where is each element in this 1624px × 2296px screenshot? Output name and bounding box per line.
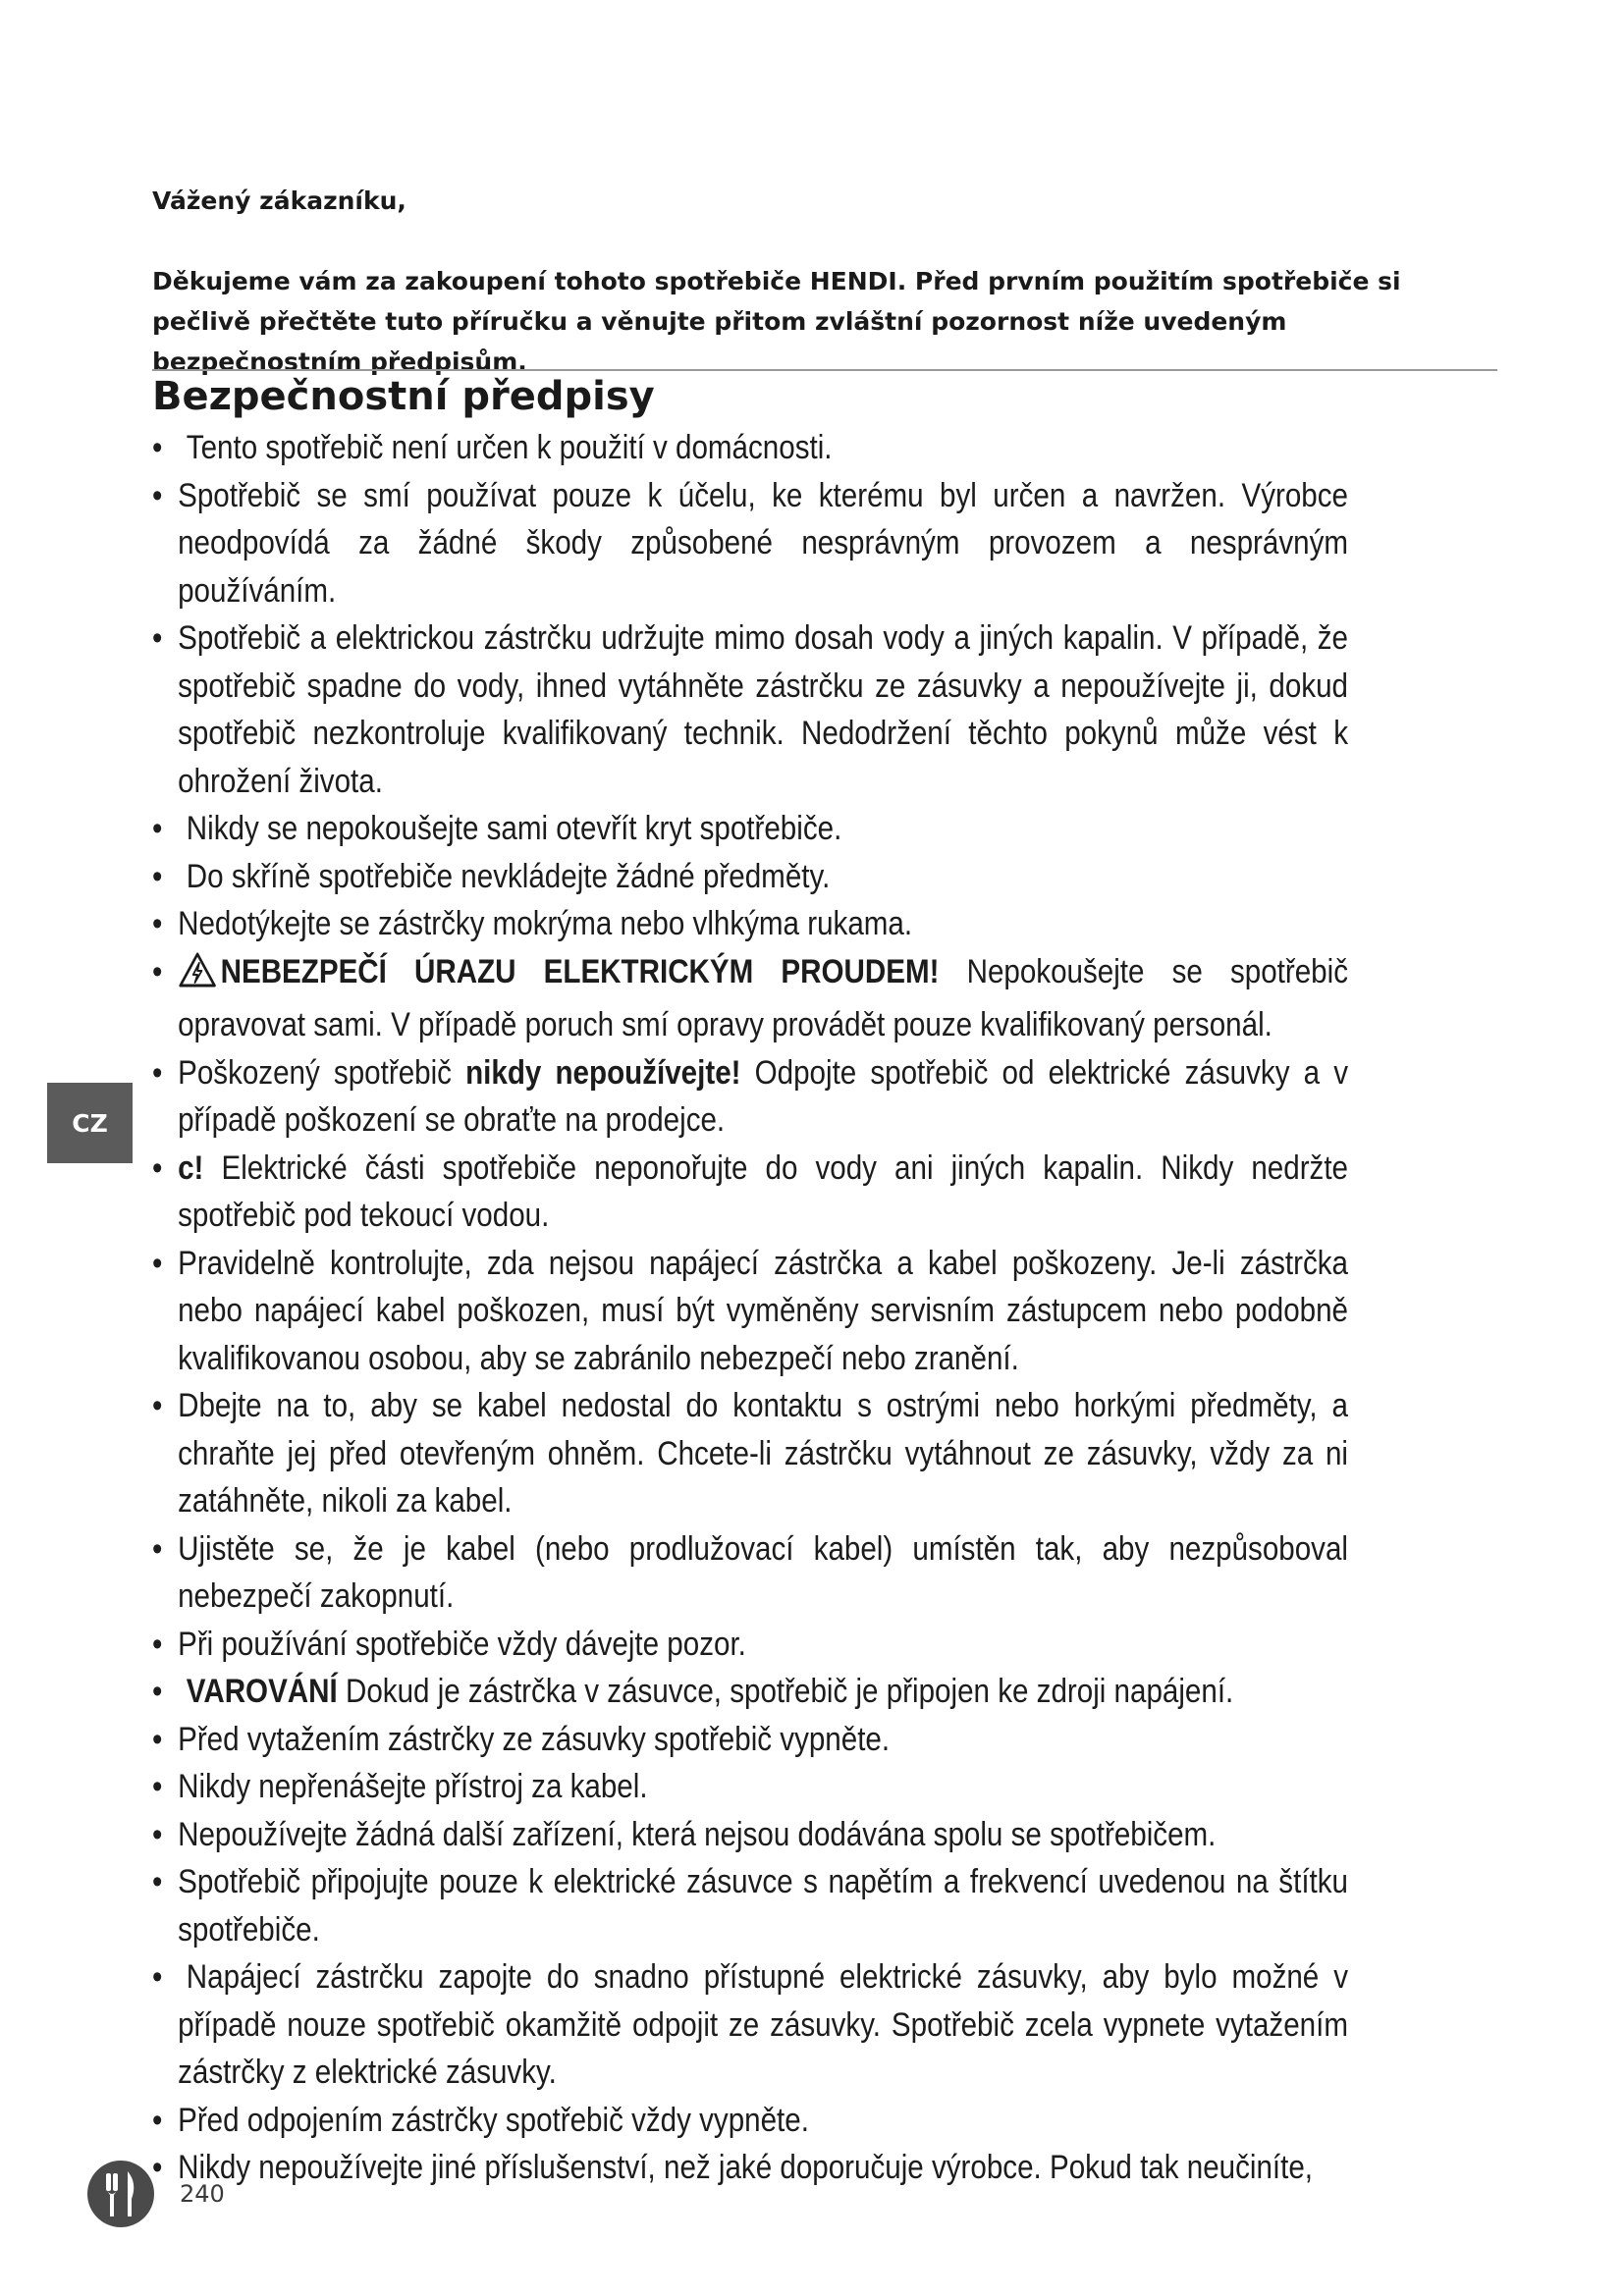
- list-item: • Nikdy nepoužívejte jiné příslušenství, než jaké doporučuje výrobce. Pokud tak neučiníte,: [152, 2144, 1348, 2192]
- list-item: • Poškozený spotřebič nikdy nepoužívejte! Odpojte spotřebič od elektrické zásuvky a v případě poškození se obraťte na prodejce.: [152, 1049, 1348, 1145]
- list-item: • Před odpojením zástrčky spotřebič vždy vypněte.: [152, 2097, 1348, 2145]
- list-item-warning: • VAROVÁNÍ Dokud je zástrčka v zásuvce, spotřebič je připojen ke zdroji napájení.: [152, 1668, 1348, 1716]
- list-item: • Nikdy nepřenášejte přístroj za kabel.: [152, 1763, 1348, 1811]
- greeting: Vážený zákazníku,: [152, 187, 406, 215]
- list-item: • Pravidelně kontrolujte, zda nejsou napájecí zástrčka a kabel poškozeny. Je-li zástrčka nebo napájecí kabel poškozen, musí být vyměněny servisním zástupcem nebo podobně kvalifikovanou osobou, aby se zabránilo nebezpečí nebo zranění.: [152, 1240, 1348, 1383]
- electric-hazard-icon: [178, 951, 217, 1002]
- safety-list: [152, 424, 1348, 2192]
- list-item: • Spotřebič připojujte pouze k elektrické zásuvce s napětím a frekvencí uvedenou na štítku spotřebiče.: [152, 1858, 1348, 1953]
- list-item: • c! Elektrické části spotřebiče neponořujte do vody ani jiných kapalin. Nikdy nedržte spotřebič pod tekoucí vodou.: [152, 1145, 1348, 1240]
- divider: [152, 369, 1497, 371]
- list-item: • Spotřebič a elektrickou zástrčku udržujte mimo dosah vody a jiných kapalin. V případě, že spotřebič spadne do vody, ihned vytáhněte zástrčku ze zásuvky a nepoužívejte ji, dokud spotřebič nezkontroluje kvalifikovaný technik. Nedodržení těchto pokynů může vést k ohrožení života.: [152, 614, 1348, 805]
- section-heading: Bezpečnostní předpisy: [152, 374, 655, 419]
- list-item: • Dbejte na to, aby se kabel nedostal do kontaktu s ostrými nebo horkými předměty, a chraňte jej před otevřeným ohněm. Chcete-li zástrčku vytáhnout ze zásuvky, vždy za ni zatáhněte, nikoli za kabel.: [152, 1382, 1348, 1525]
- intro-paragraph: Děkujeme vám za zakoupení tohoto spotřebiče HENDI. Před prvním použitím spotřebiče si pečlivě přečtěte tuto příručku a věnujte přitom zvláštní pozornost níže uvedeným bezpečnostním předpisům.: [152, 267, 1401, 376]
- list-item: • Před vytažením zástrčky ze zásuvky spotřebič vypněte.: [152, 1716, 1348, 1764]
- cutlery-logo-icon: [86, 2160, 155, 2233]
- list-item: • Nikdy se nepokoušejte sami otevřít kryt spotřebiče.: [152, 805, 1348, 853]
- list-item: • Tento spotřebič není určen k použití v domácnosti.: [152, 424, 1348, 472]
- list-item: • Při používání spotřebiče vždy dávejte pozor.: [152, 1621, 1348, 1669]
- list-item: • Nedotýkejte se zástrčky mokrýma nebo vlhkýma rukama.: [152, 900, 1348, 948]
- list-item: • Ujistěte se, že je kabel (nebo prodlužovací kabel) umístěn tak, aby nezpůsoboval nebezpečí zakopnutí.: [152, 1525, 1348, 1621]
- list-item: • Spotřebič se smí používat pouze k účelu, ke kterému byl určen a navržen. Výrobce neodpovídá za žádné škody způsobené nesprávným provozem a nesprávným používáním.: [152, 472, 1348, 615]
- list-item: • Napájecí zástrčku zapojte do snadno přístupné elektrické zásuvky, aby bylo možné v případě nouze spotřebič okamžitě odpojit ze zásuvky. Spotřebič zcela vypnete vytažením zástrčky z elektrické zásuvky.: [152, 1953, 1348, 2097]
- list-item: • Nepoužívejte žádná další zařízení, která nejsou dodávána spolu se spotřebičem.: [152, 1811, 1348, 1859]
- list-item: • Do skříně spotřebiče nevkládejte žádné předměty.: [152, 853, 1348, 901]
- language-tab: CZ: [47, 1083, 133, 1163]
- list-item-electric-warning: • NEBEZPEČÍ ÚRAZU ELEKTRICKÝM PROUDEM! Nepokoušejte se spotřebič opravovat sami. V případě poruch smí opravy provádět pouze kvalifikovaný personál.: [152, 948, 1348, 1049]
- page-number: 240: [180, 2180, 225, 2208]
